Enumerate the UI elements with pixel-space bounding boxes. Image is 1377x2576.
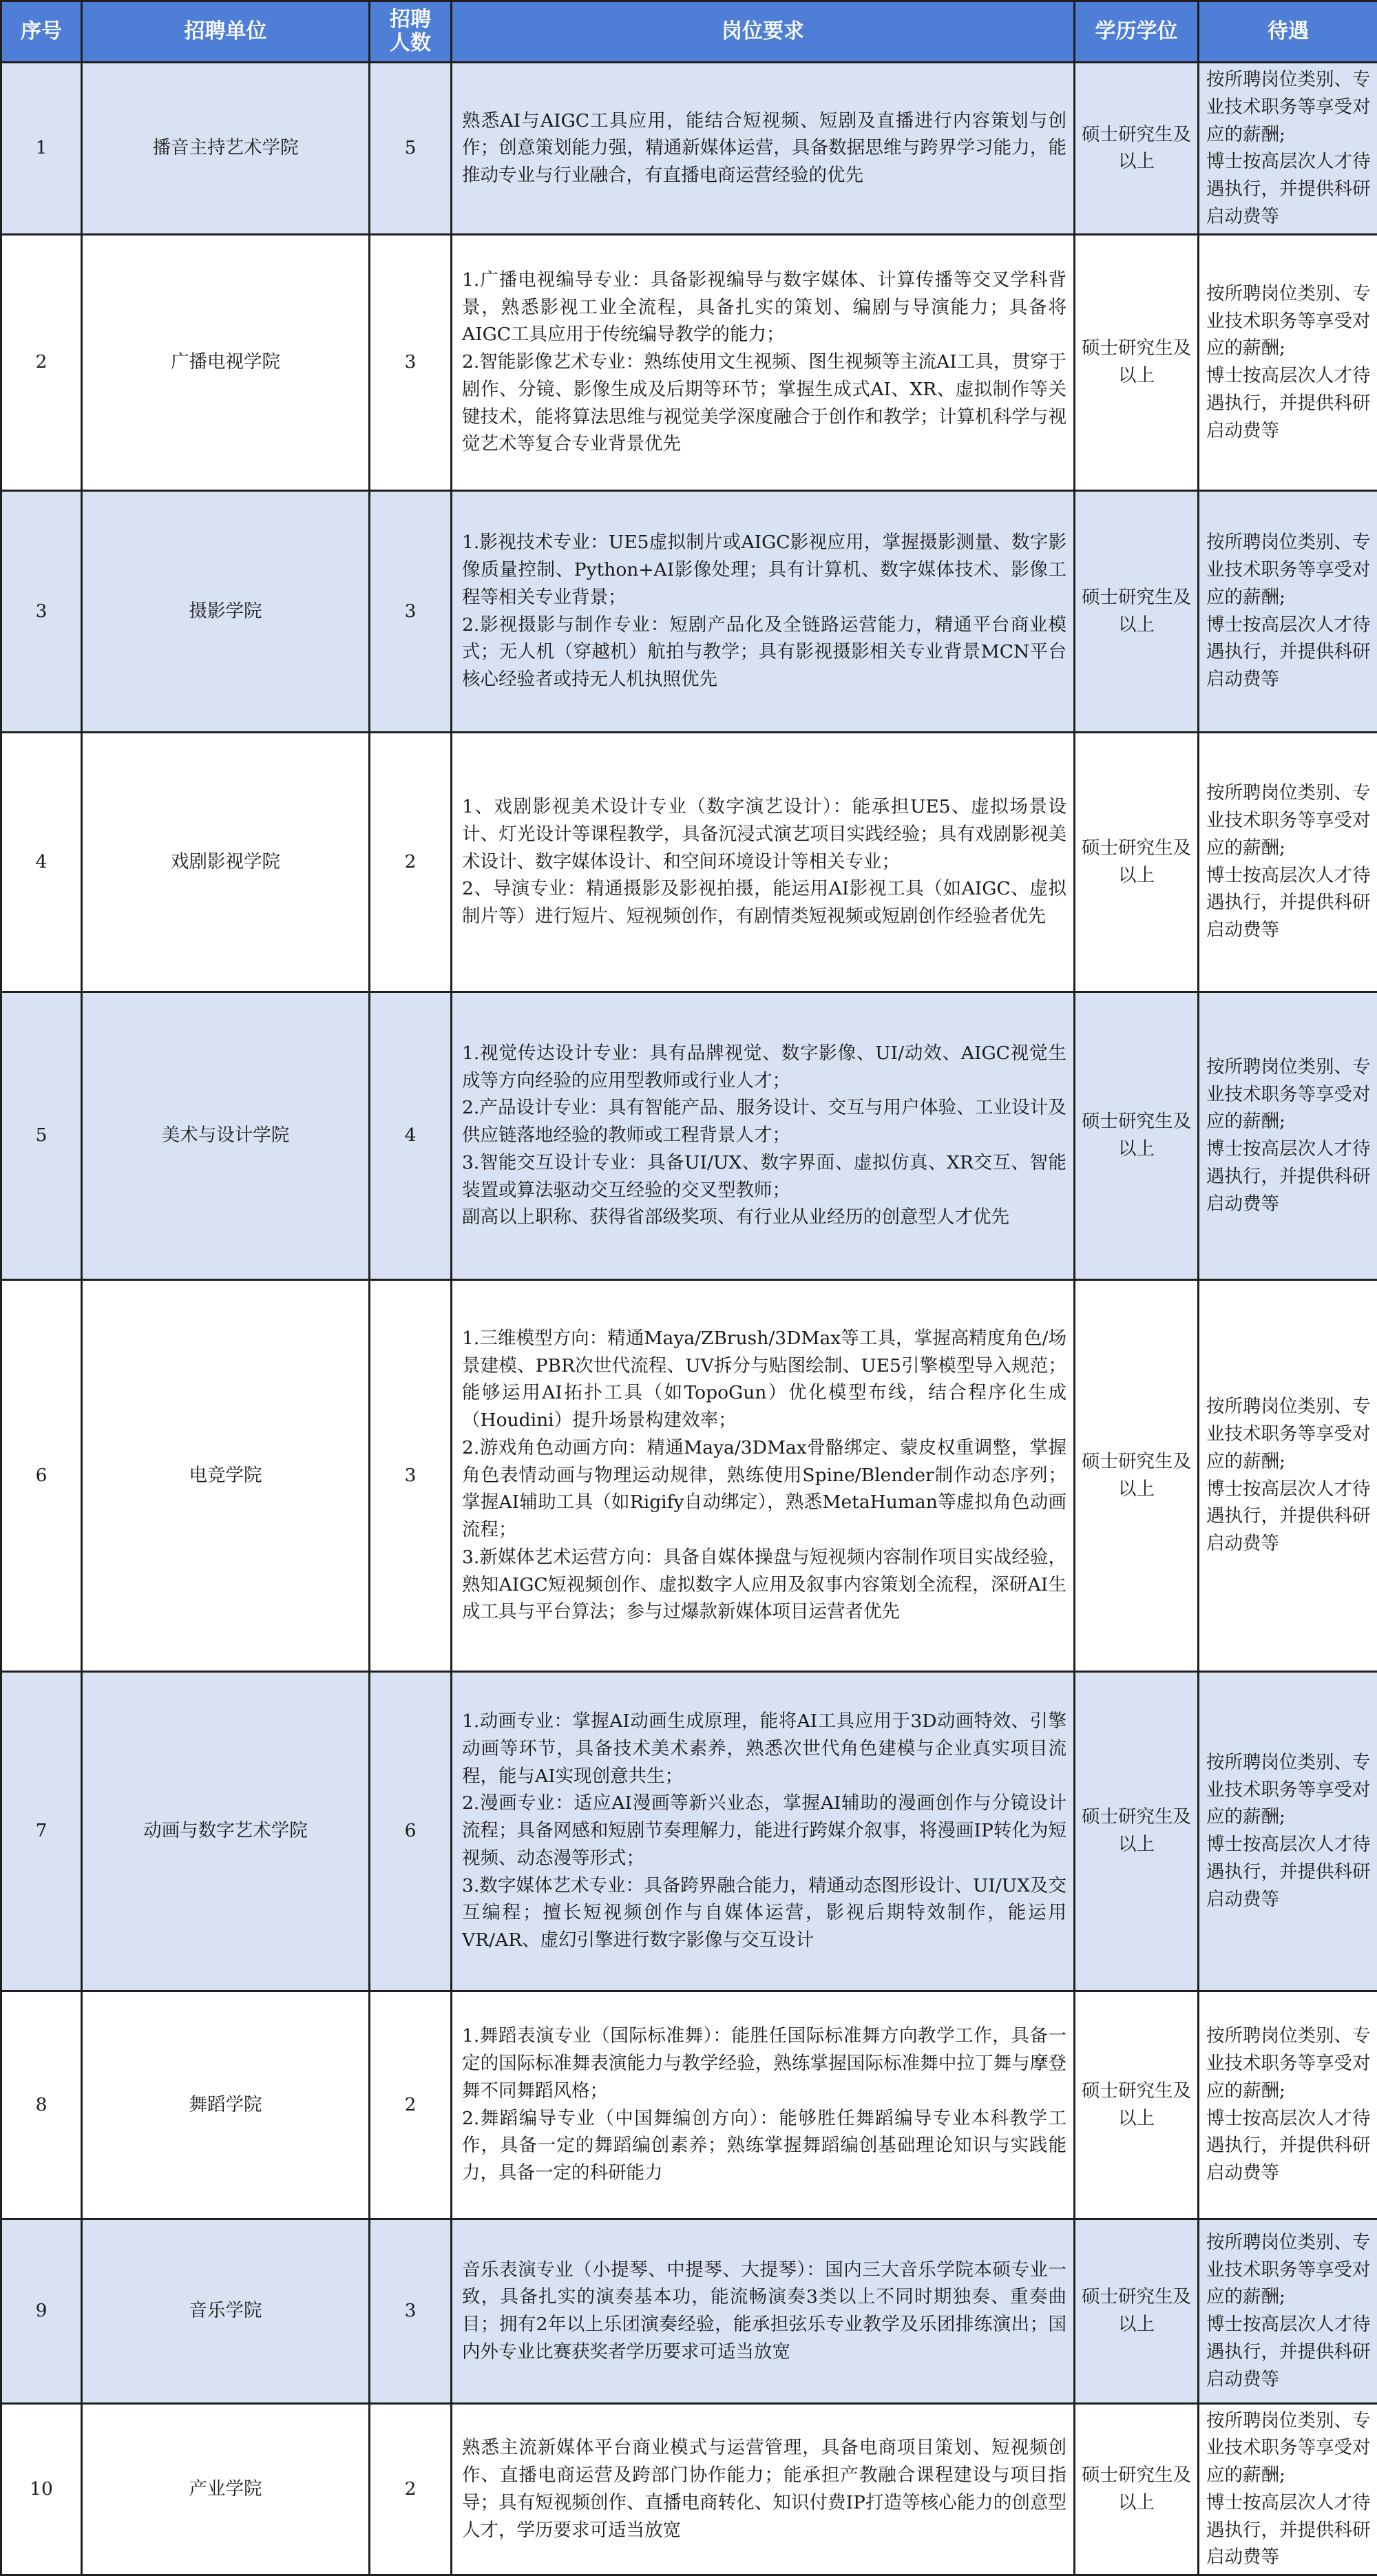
row-no: 3 xyxy=(1,490,82,732)
row-degree: 硕士研究生及以上 xyxy=(1075,992,1199,1279)
row-degree: 硕士研究生及以上 xyxy=(1075,63,1199,235)
row-benefits: 按所聘岗位类别、专业技术职务等享受对应的薪酬; 博士按高层次人才待遇执行，并提供科研启动费等 xyxy=(1199,2403,1377,2575)
table-row xyxy=(1,2403,1377,2575)
row-requirements: 1.广播电视编导专业：具备影视编导与数字媒体、计算传播等交叉学科背景，熟悉影视工业全流程，具备扎实的策划、编剧与导演能力；具备将AIGC工具应用于传统编导教学的能力； 2.智能影像艺术专业：熟练使用文生视频、图生视频等主流AI工具，贯穿于剧作、分镜、影像生成及后期等环节；掌握生成式AI、XR、虚拟制作等关键技术，能将算法思维与视觉美学深度融合于创作和教学；计算机科学与视觉艺术等复合专业背景优先 xyxy=(452,234,1075,490)
table-row xyxy=(1,1671,1377,1991)
row-benefits: 按所聘岗位类别、专业技术职务等享受对应的薪酬; 博士按高层次人才待遇执行，并提供科研启动费等 xyxy=(1199,1671,1377,1991)
table-body xyxy=(1,63,1377,2575)
header-no: 序号 xyxy=(1,1,82,63)
row-degree: 硕士研究生及以上 xyxy=(1075,1671,1199,1991)
row-count: 3 xyxy=(370,234,452,490)
table-row xyxy=(1,63,1377,235)
row-no: 8 xyxy=(1,1991,82,2219)
row-no: 4 xyxy=(1,732,82,992)
row-benefits: 按所聘岗位类别、专业技术职务等享受对应的薪酬; 博士按高层次人才待遇执行，并提供科研启动费等 xyxy=(1199,63,1377,235)
row-no: 1 xyxy=(1,63,82,235)
table-row xyxy=(1,2219,1377,2403)
row-benefits: 按所聘岗位类别、专业技术职务等享受对应的薪酬; 博士按高层次人才待遇执行，并提供科研启动费等 xyxy=(1199,234,1377,490)
header-degree: 学历学位 xyxy=(1075,1,1199,63)
row-requirements: 1.舞蹈表演专业（国际标准舞）：能胜任国际标准舞方向教学工作，具备一定的国际标准舞表演能力与教学经验，熟练掌握国际标准舞中拉丁舞与摩登舞不同舞蹈风格； 2.舞蹈编导专业（中国舞编创方向）：能够胜任舞蹈编导专业本科教学工作，具备一定的舞蹈编创素养；熟练掌握舞蹈编创基础理论知识与实践能力，具备一定的科研能力 xyxy=(452,1991,1075,2219)
row-count: 5 xyxy=(370,63,452,235)
row-no: 10 xyxy=(1,2403,82,2575)
row-unit: 音乐学院 xyxy=(82,2219,370,2403)
row-benefits: 按所聘岗位类别、专业技术职务等享受对应的薪酬; 博士按高层次人才待遇执行，并提供科研启动费等 xyxy=(1199,1279,1377,1671)
row-count: 2 xyxy=(370,2403,452,2575)
row-unit: 摄影学院 xyxy=(82,490,370,732)
row-degree: 硕士研究生及以上 xyxy=(1075,490,1199,732)
header-unit: 招聘单位 xyxy=(82,1,370,63)
row-count: 2 xyxy=(370,732,452,992)
table-row xyxy=(1,234,1377,490)
row-no: 7 xyxy=(1,1671,82,1991)
table-row xyxy=(1,992,1377,1279)
row-degree: 硕士研究生及以上 xyxy=(1075,1991,1199,2219)
row-benefits: 按所聘岗位类别、专业技术职务等享受对应的薪酬; 博士按高层次人才待遇执行，并提供科研启动费等 xyxy=(1199,732,1377,992)
row-no: 9 xyxy=(1,2219,82,2403)
row-count: 6 xyxy=(370,1671,452,1991)
row-unit: 电竞学院 xyxy=(82,1279,370,1671)
row-degree: 硕士研究生及以上 xyxy=(1075,234,1199,490)
table-row xyxy=(1,732,1377,992)
table-row xyxy=(1,490,1377,732)
row-requirements: 1、戏剧影视美术设计专业（数字演艺设计）：能承担UE5、虚拟场景设计、灯光设计等课程教学，具备沉浸式演艺项目实践经验；具有戏剧影视美术设计、数字媒体设计、和空间环境设计等相关专业； 2、导演专业：精通摄影及影视拍摄，能运用AI影视工具（如AIGC、虚拟制片等）进行短片、短视频创作，有剧情类短视频或短剧创作经验者优先 xyxy=(452,732,1075,992)
row-no: 5 xyxy=(1,992,82,1279)
row-requirements: 1.影视技术专业：UE5虚拟制片或AIGC影视应用，掌握摄影测量、数字影像质量控制、Python+AI影像处理；具有计算机、数字媒体技术、影像工程等相关专业背景； 2.影视摄影与制作专业：短剧产品化及全链路运营能力，精通平台商业模式；无人机（穿越机）航拍与教学；具有影视摄影相关专业背景MCN平台核心经验者或持无人机执照优先 xyxy=(452,490,1075,732)
row-count: 3 xyxy=(370,490,452,732)
row-unit: 动画与数字艺术学院 xyxy=(82,1671,370,1991)
row-no: 2 xyxy=(1,234,82,490)
row-degree: 硕士研究生及以上 xyxy=(1075,732,1199,992)
row-requirements: 熟悉主流新媒体平台商业模式与运营管理，具备电商项目策划、短视频创作、直播电商运营及跨部门协作能力；能承担产教融合课程建设与项目指导；具有短视频创作、直播电商转化、知识付费IP打造等核心能力的创意型人才，学历要求可适当放宽 xyxy=(452,2403,1075,2575)
row-unit: 舞蹈学院 xyxy=(82,1991,370,2219)
row-degree: 硕士研究生及以上 xyxy=(1075,2403,1199,2575)
row-degree: 硕士研究生及以上 xyxy=(1075,2219,1199,2403)
row-count: 3 xyxy=(370,2219,452,2403)
row-benefits: 按所聘岗位类别、专业技术职务等享受对应的薪酬; 博士按高层次人才待遇执行，并提供科研启动费等 xyxy=(1199,992,1377,1279)
row-requirements: 熟悉AI与AIGC工具应用，能结合短视频、短剧及直播进行内容策划与创作；创意策划能力强，精通新媒体运营，具备数据思维与跨界学习能力，能推动专业与行业融合，有直播电商运营经验的优先 xyxy=(452,63,1075,235)
row-degree: 硕士研究生及以上 xyxy=(1075,1279,1199,1671)
row-requirements: 1.视觉传达设计专业：具有品牌视觉、数字影像、UI/动效、AIGC视觉生成等方向经验的应用型教师或行业人才； 2.产品设计专业：具有智能产品、服务设计、交互与用户体验、工业设计及供应链落地经验的教师或工程背景人才； 3.智能交互设计专业：具备UI/UX、数字界面、虚拟仿真、XR交互、智能装置或算法驱动交互经验的交叉型教师； 副高以上职称、获得省部级奖项、有行业从业经历的创意型人才优先 xyxy=(452,992,1075,1279)
header-row xyxy=(1,1,1377,63)
table-row xyxy=(1,1991,1377,2219)
header-requirements: 岗位要求 xyxy=(452,1,1075,63)
row-count: 3 xyxy=(370,1279,452,1671)
row-unit: 戏剧影视学院 xyxy=(82,732,370,992)
table-row xyxy=(1,1279,1377,1671)
row-unit: 产业学院 xyxy=(82,2403,370,2575)
header-benefits: 待遇 xyxy=(1199,1,1377,63)
table-header xyxy=(1,1,1377,63)
row-count: 2 xyxy=(370,1991,452,2219)
row-benefits: 按所聘岗位类别、专业技术职务等享受对应的薪酬; 博士按高层次人才待遇执行，并提供科研启动费等 xyxy=(1199,490,1377,732)
row-benefits: 按所聘岗位类别、专业技术职务等享受对应的薪酬; 博士按高层次人才待遇执行，并提供科研启动费等 xyxy=(1199,2219,1377,2403)
row-count: 4 xyxy=(370,992,452,1279)
row-benefits: 按所聘岗位类别、专业技术职务等享受对应的薪酬; 博士按高层次人才待遇执行，并提供科研启动费等 xyxy=(1199,1991,1377,2219)
row-requirements: 1.三维模型方向：精通Maya/ZBrush/3DMax等工具，掌握高精度角色/场景建模、PBR次世代流程、UV拆分与贴图绘制、UE5引擎模型导入规范；能够运用AI拓扑工具（如TopoGun）优化模型布线，结合程序化生成（Houdini）提升场景构建效率； 2.游戏角色动画方向：精通Maya/3DMax骨骼绑定、蒙皮权重调整，掌握角色表情动画与物理运动规律，熟练使用Spine/Blender制作动态序列；掌握AI辅助工具（如Rigify自动绑定），熟悉MetaHuman等虚拟角色动画流程； 3.新媒体艺术运营方向：具备自媒体操盘与短视频内容制作项目实战经验，熟知AIGC短视频创作、虚拟数字人应用及叙事内容策划全流程，深研AI生成工具与平台算法；参与过爆款新媒体项目运营者优先 xyxy=(452,1279,1075,1671)
row-no: 6 xyxy=(1,1279,82,1671)
row-unit: 广播电视学院 xyxy=(82,234,370,490)
row-requirements: 1.动画专业：掌握AI动画生成原理，能将AI工具应用于3D动画特效、引擎动画等环节，具备技术美术素养，熟悉次世代角色建模与企业真实项目流程，能与AI实现创意共生； 2.漫画专业：适应AI漫画等新兴业态，掌握AI辅助的漫画创作与分镜设计流程；具备网感和短剧节奏理解力，能进行跨媒介叙事，将漫画IP转化为短视频、动态漫等形式； 3.数字媒体艺术专业：具备跨界融合能力，精通动态图形设计、UI/UX及交互编程；擅长短视频创作与自媒体运营，影视后期特效制作，能运用VR/AR、虚幻引擎进行数字影像与交互设计 xyxy=(452,1671,1075,1991)
row-unit: 播音主持艺术学院 xyxy=(82,63,370,235)
row-requirements: 音乐表演专业（小提琴、中提琴、大提琴）：国内三大音乐学院本硕专业一致，具备扎实的演奏基本功，能流畅演奏3类以上不同时期独奏、重奏曲目；拥有2年以上乐团演奏经验，能承担弦乐专业教学及乐团排练演出；国内外专业比赛获奖者学历要求可适当放宽 xyxy=(452,2219,1075,2403)
header-count: 招聘 人数 xyxy=(370,1,452,63)
row-unit: 美术与设计学院 xyxy=(82,992,370,1279)
